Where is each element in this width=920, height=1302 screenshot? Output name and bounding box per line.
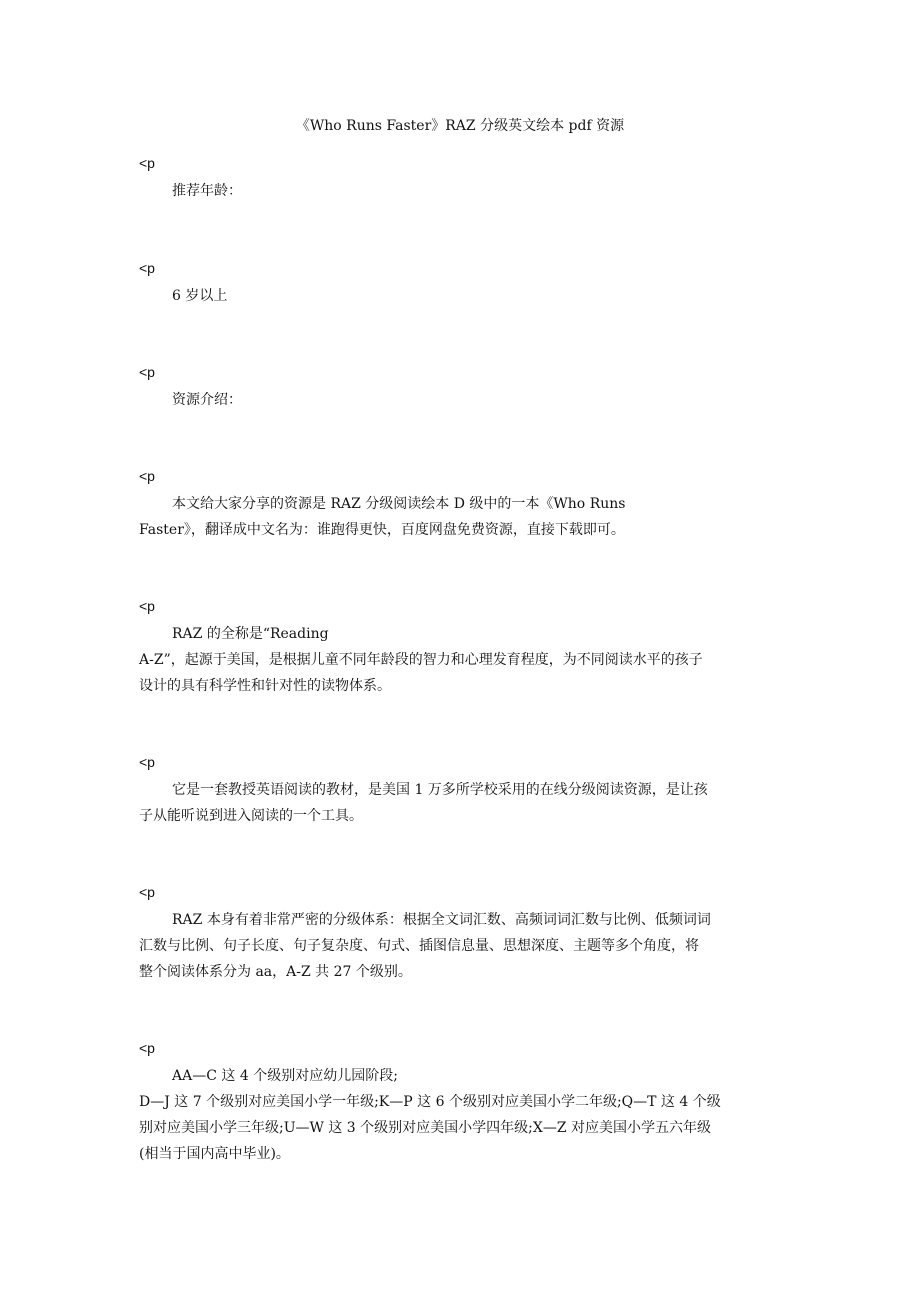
paragraph-block [139,258,784,309]
paragraph-block [139,153,784,204]
paragraph [139,777,784,829]
p-marker: <p [139,1040,155,1056]
p-marker: <p [139,260,155,276]
paragraph [139,1063,784,1167]
paragraph [139,491,784,543]
p-marker: <p [139,468,155,484]
paragraph [139,178,784,204]
paragraph-line: 它是一套教授英语阅读的教材，是美国 1 万多所学校采用的在线分级阅读资源，是让孩 [172,782,708,798]
paragraph-line: RAZ 的全称是“Reading [172,626,329,642]
paragraph-block [139,362,784,413]
paragraph-line: 汇数与比例、句子长度、句子复杂度、句式、插图信息量、思想深度、主题等多个角度，将 [139,938,699,954]
paragraph-line: Faster》，翻译成中文名为：谁跑得更快，百度网盘免费资源，直接下载即可。 [139,522,625,538]
paragraph [139,283,784,309]
paragraph-line: D—J 这 7 个级别对应美国小学一年级;K—P 这 6 个级别对应美国小学二年级;Q—T 这 4 个级 [139,1094,721,1110]
paragraph-line: AA—C 这 4 个级别对应幼儿园阶段; [172,1068,398,1084]
paragraph-line: 别对应美国小学三年级;U—W 这 3 个级别对应美国小学四年级;X—Z 对应美国小学五六年级 [139,1120,712,1136]
paragraph-line: RAZ 本身有着非常严密的分级体系：根据全文词汇数、高频词词汇数与比例、低频词词 [172,912,711,928]
document-title: 《Who Runs Faster》RAZ 分级英文绘本 pdf 资源 [295,118,625,134]
paragraph-line: 6 岁以上 [172,288,228,304]
paragraph-line: 子从能听说到进入阅读的一个工具。 [139,808,363,824]
paragraph-block [139,752,784,829]
paragraph-line: 推荐年龄： [172,183,242,199]
p-marker: <p [139,598,155,614]
p-marker: <p [139,155,155,171]
paragraph-block [139,596,784,699]
p-marker: <p [139,884,155,900]
paragraph [139,387,784,413]
paragraph-line: (相当于国内高中毕业)。 [139,1146,290,1162]
paragraph-line: 本文给大家分享的资源是 RAZ 分级阅读绘本 D 级中的一本《Who Runs [172,496,626,512]
paragraph-block [139,882,784,985]
paragraph-line: A-Z”，起源于美国，是根据儿童不同年龄段的智力和心理发育程度，为不同阅读水平的孩子 [139,652,703,668]
paragraph-block [139,466,784,543]
paragraph-line: 整个阅读体系分为 aa，A-Z 共 27 个级别。 [139,964,412,980]
paragraph-block [139,1038,784,1167]
p-marker: <p [139,754,155,770]
p-marker: <p [139,364,155,380]
paragraph [139,621,784,699]
paragraph-line: 设计的具有科学性和针对性的读物体系。 [139,678,391,694]
paragraph-line: 资源介绍： [172,392,242,408]
paragraph [139,907,784,985]
